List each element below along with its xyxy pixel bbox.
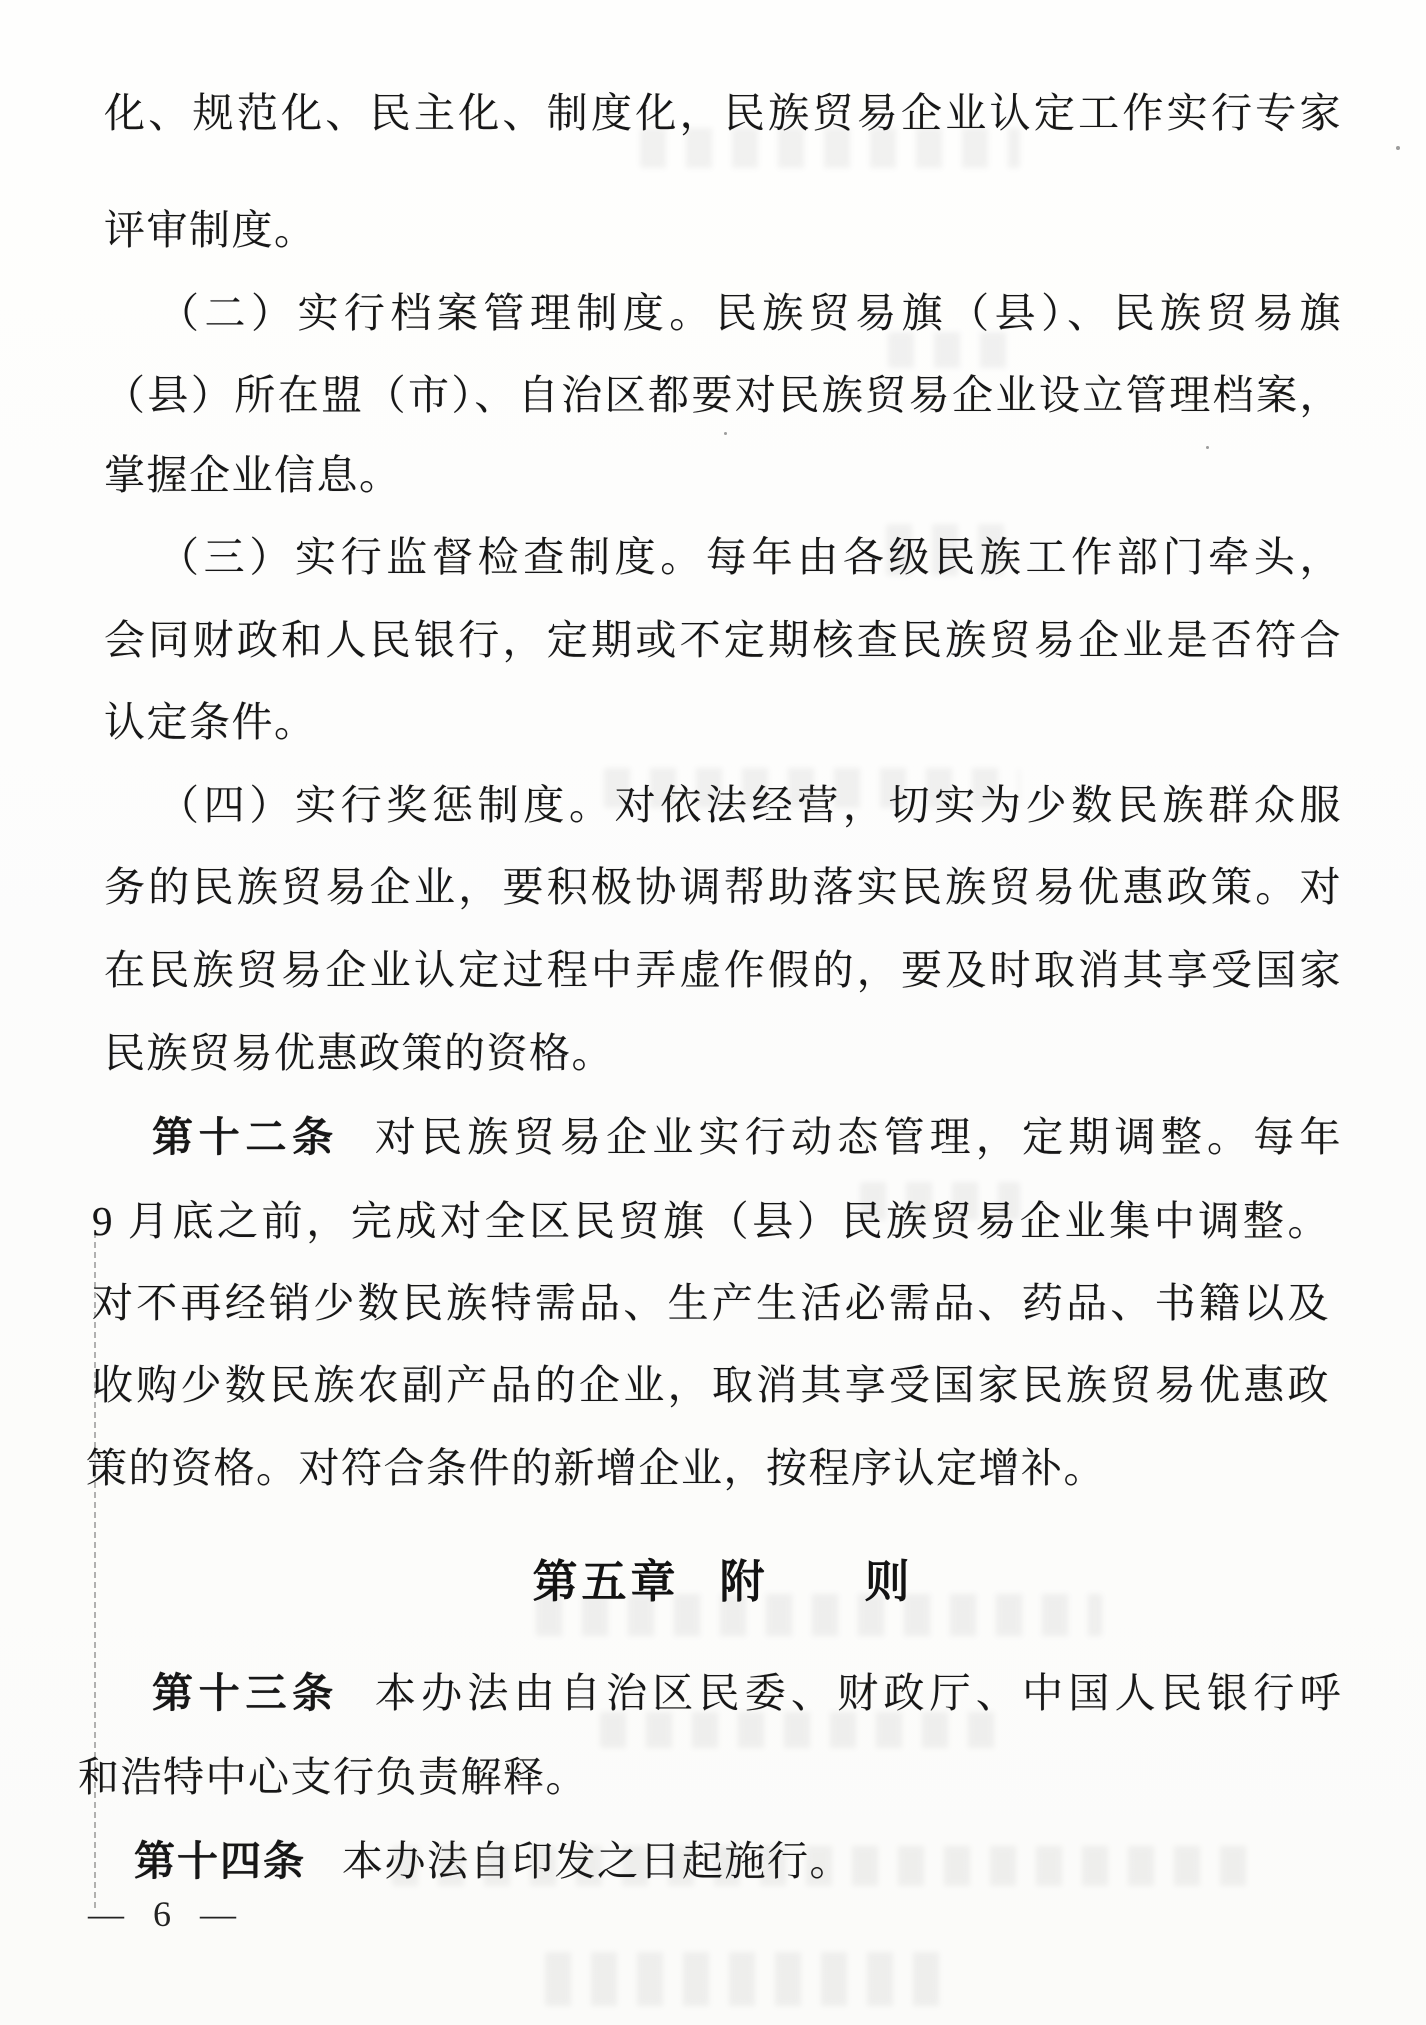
- text-line: 策的资格。对符合条件的新增企业，按程序认定增补。: [86, 1445, 1106, 1491]
- text-line-article-12: [104, 1112, 1342, 1162]
- text-line: 会同财政和人民银行，定期或不定期核查民族贸易企业是否符合: [104, 617, 1342, 663]
- text-line: 化、规范化、民主化、制度化，民族贸易企业认定工作实行专家: [104, 90, 1342, 136]
- article-12-text: 对民族贸易企业实行动态管理，定期调整。每年: [374, 1114, 1343, 1160]
- text-line: 评审制度。: [104, 207, 317, 253]
- article-14-number: 第十四条: [134, 1838, 306, 1884]
- text-line: 对不再经销少数民族特需品、生产生活必需品、药品、书籍以及: [92, 1280, 1330, 1326]
- binding-crease-mark: [94, 1232, 96, 1908]
- text-line: （三）实行监督检查制度。每年由各级民族工作部门牵头，: [158, 534, 1342, 580]
- chapter-title-part: 则: [864, 1556, 914, 1607]
- text-line: （县）所在盟（市）、自治区都要对民族贸易企业设立管理档案，: [104, 372, 1342, 418]
- page-number: — 6 —: [88, 1894, 246, 1934]
- text-line: 9 月底之前，完成对全区民贸旗（县）民族贸易企业集中调整。: [92, 1198, 1330, 1244]
- article-12-number: 第十二条: [152, 1114, 339, 1160]
- scan-speck: [1206, 446, 1209, 449]
- text-line: 和浩特中心支行负责解释。: [78, 1754, 588, 1800]
- article-13-number: 第十三条: [152, 1670, 339, 1716]
- scan-speck: [1396, 146, 1400, 150]
- text-line-article-13: [104, 1668, 1342, 1718]
- text-line: 掌握企业信息。: [104, 452, 402, 498]
- scan-speck: [724, 432, 727, 435]
- article-14-text: 本办法自印发之日起施行。: [342, 1838, 852, 1884]
- chapter-title-part: 附: [719, 1556, 769, 1607]
- text-line: 民族贸易优惠政策的资格。: [104, 1030, 614, 1076]
- text-line: 在民族贸易企业认定过程中弄虚作假的，要及时取消其享受国家: [104, 947, 1342, 993]
- text-line: 认定条件。: [104, 699, 317, 745]
- text-line: （四）实行奖惩制度。对依法经营，切实为少数民族群众服: [158, 782, 1342, 828]
- chapter-number: 第五章: [532, 1556, 680, 1607]
- text-line: 务的民族贸易企业，要积极协调帮助落实民族贸易优惠政策。对: [104, 864, 1342, 910]
- chapter-heading: [104, 1545, 1342, 1610]
- text-line: （二）实行档案管理制度。民族贸易旗（县）、民族贸易旗: [158, 290, 1342, 336]
- bleed-through-mark: [545, 1952, 955, 2006]
- text-line-article-14: [86, 1836, 1324, 1886]
- text-line: 收购少数民族农副产品的企业，取消其享受国家民族贸易优惠政: [92, 1362, 1330, 1408]
- article-13-text: 本办法由自治区民委、财政厅、中国人民银行呼: [374, 1670, 1343, 1716]
